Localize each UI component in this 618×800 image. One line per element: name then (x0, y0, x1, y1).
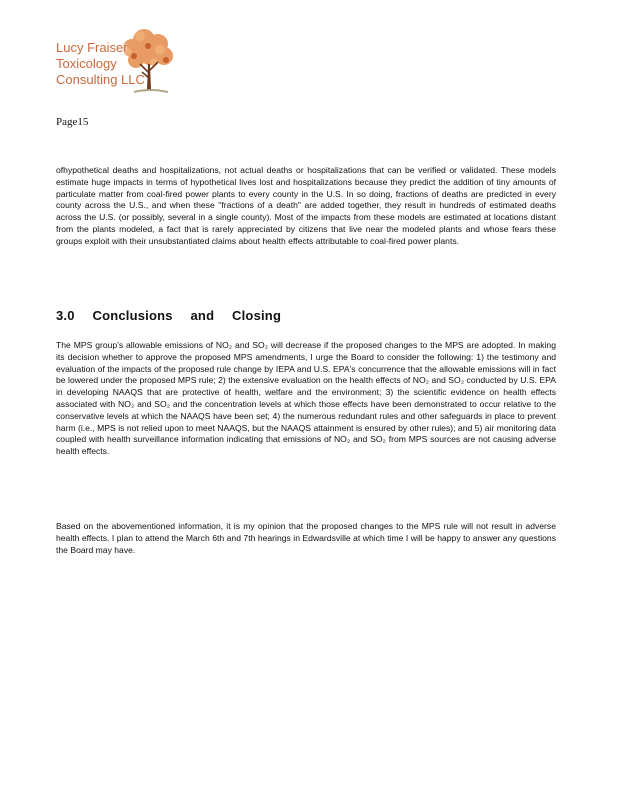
logo-text (56, 40, 145, 88)
company-logo (56, 26, 174, 98)
logo-line-2: Toxicology (56, 56, 117, 71)
body-paragraph-2: The MPS group's allowable emissions of NO₂ and SO₂ will decrease if the proposed changes to the MPS are adopted. In making its decision whether to approve the proposed MPS amendments, I urge the Board to consider the following: 1) the testimony and evaluation of the impacts of the proposed rule change by IEPA and U.S. EPA's concurrence that the allowable emissions will in fact be lowered under the proposed MPS rule; 2) the extensive evaluation on the health effects of NO₂ and SO₂ conducted by U.S. EPA in developing NAAQS that are protective of health, welfare and the environment; 3) the scientific evidence on health effects associated with NO₂ and SO₂ and the concentration levels at which those effects have been demonstrated to occur relative to the conservative levels at which the NAAQS have been set; 4) the numerous redundant rules and other safeguards in place to prevent harm (i.e., MPS is not relied upon to meet NAAQS, but the NAAQS attainment is ensured by other rules); and 5) air monitoring data coupled with health surveillance information indicating that emissions of NO₂ and SO₂ from MPS sources are not causing adverse health effects. (56, 340, 556, 457)
page-number: Page15 (56, 116, 89, 128)
body-paragraph-1: ofhypothetical deaths and hospitalizations, not actual deaths or hospitalizations that can be verified or validated. These models estimate huge impacts in terms of hypothetical lives lost and hospitalizations because they predict the addition of tiny amounts of particulate matter from coal-fired power plants to every county in the U.S. In so doing, fractions of deaths are predicted in every county across the U.S., and when these "fractions of a death" are added together, they result in hundreds of estimated deaths across the U.S. (or possibly, several in a single county). Most of the impacts from these models are estimated at locations distant from the plants modeled, a fact that is rarely appreciated by citizens that live near the modeled plants and whose fears these groups exploit with their unsubstantiated claims about health effects attributable to coal-fired power plants. (56, 165, 556, 246)
section-heading: 3.0 Conclusions and Closing (56, 308, 282, 323)
logo-line-1: Lucy Fraiser (56, 40, 128, 55)
logo-line-3: Consulting LLC (56, 72, 145, 87)
body-paragraph-3: Based on the abovementioned information, it is my opinion that the proposed changes to the MPS rule will not result in adverse health effects. I plan to attend the March 6th and 7th hearings in Edwardsville at which time I will be happy to answer any questions the Board may have. (56, 521, 556, 555)
